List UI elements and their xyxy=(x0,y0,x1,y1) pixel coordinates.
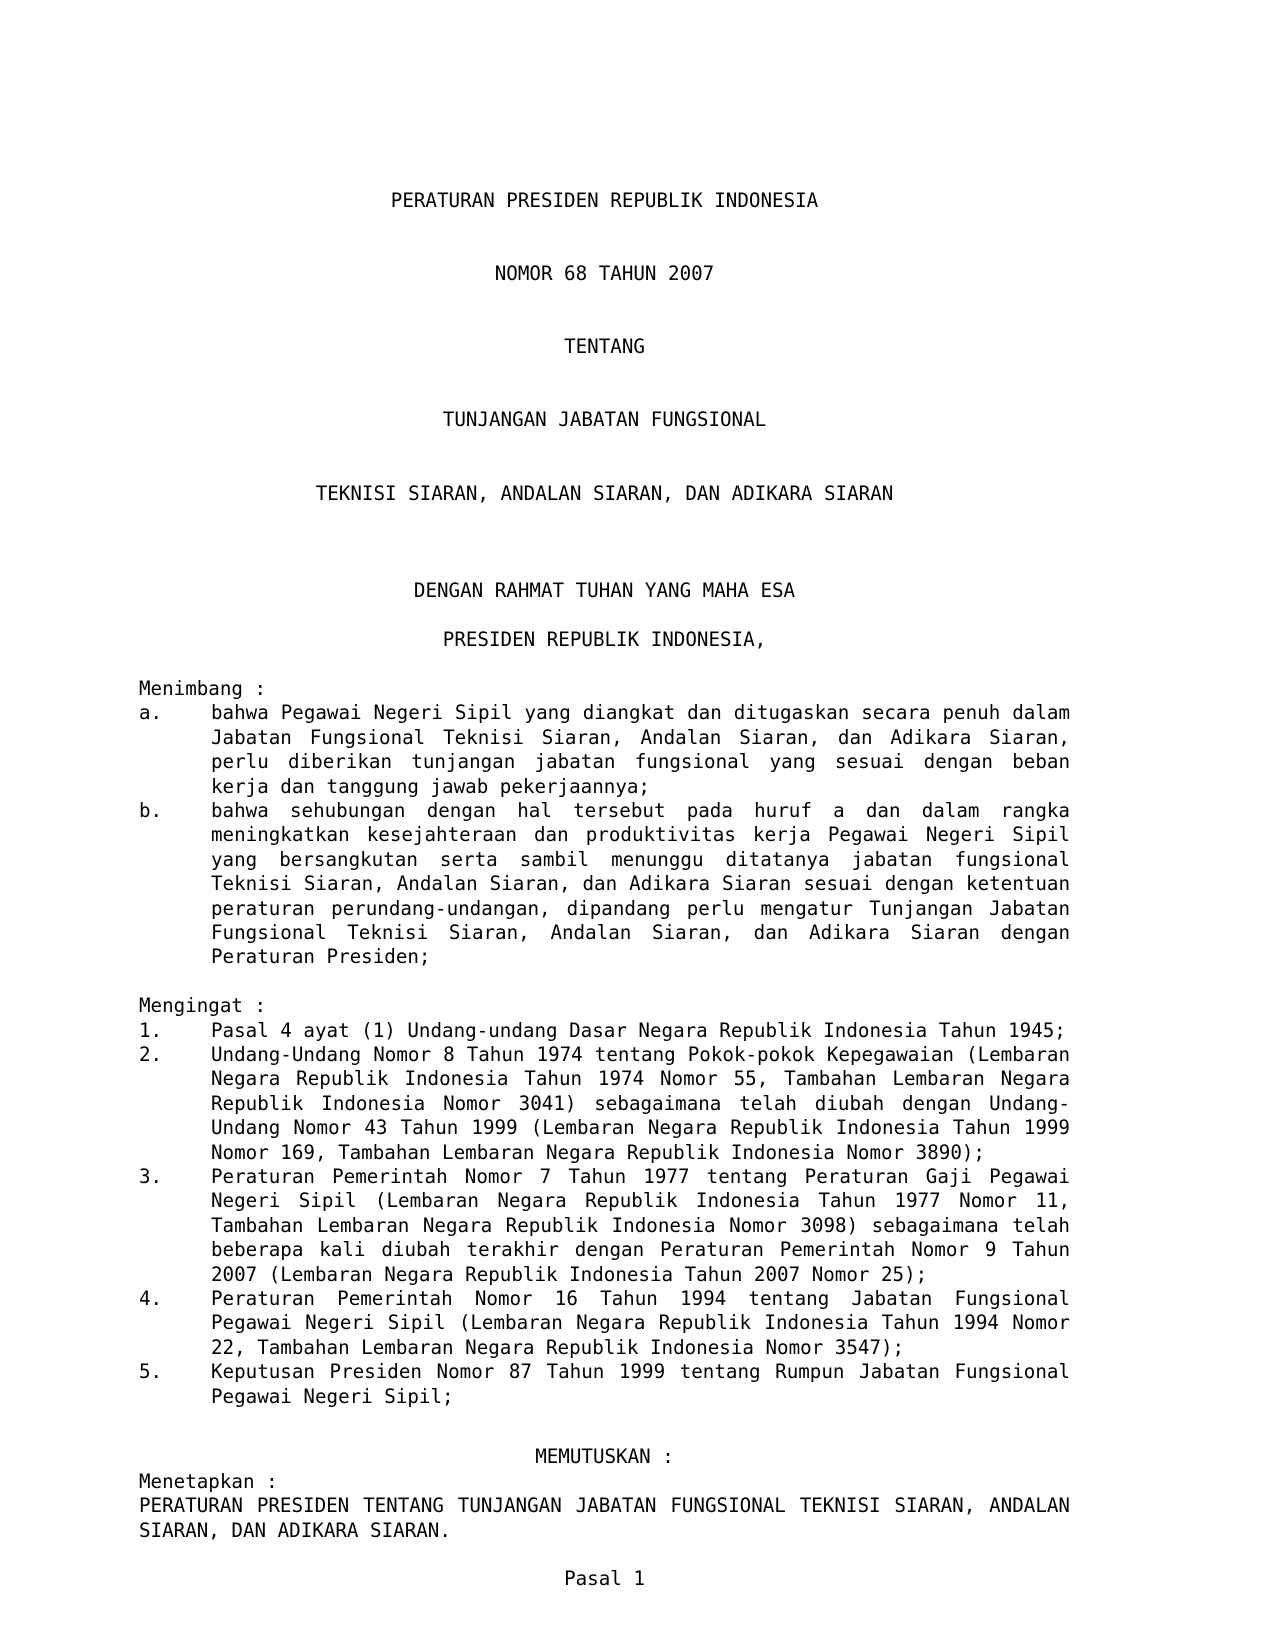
establish-text: PERATURAN PRESIDEN TENTANG TUNJANGAN JABATAN FUNGSIONAL TEKNISI SIARAN, ANDALAN SIARAN, DAN ADIKARA SIARAN. xyxy=(139,1494,1070,1542)
authority-line: PRESIDEN REPUBLIK INDONESIA, xyxy=(442,628,767,652)
list-item-text: Undang-Undang Nomor 8 Tahun 1974 tentang Pokok-pokok Kepegawaian (Lembaran Negara Republik Indonesia Tahun 1974 Nomor 55, Tambahan Lembaran Negara Republik Indonesia Nomor 3041) sebagaimana telah diubah dengan Undang-Undang Nomor 43 Tahun 1999 (Lembaran Negara Republik Indonesia Tahun 1999 Nomor 169, Tambahan Lembaran Negara Republik Indonesia Nomor 3890); xyxy=(211,1042,1070,1164)
list-item-marker: 3. xyxy=(139,1165,163,1188)
spacer xyxy=(139,1433,1070,1445)
spacer xyxy=(139,555,1070,579)
title-line-subject-2: TEKNISI SIARAN, ANDALAN SIARAN, DAN ADIKARA SIARAN xyxy=(315,481,894,505)
list-item xyxy=(139,1287,1070,1360)
spacer xyxy=(139,970,1070,994)
list-item xyxy=(139,1019,1070,1043)
list-item-text: Peraturan Pemerintah Nomor 16 Tahun 1994 tentang Jabatan Fungsional Pegawai Negeri Sipil (Lembaran Negara Republik Indonesia Tahun 1994 Nomor 22, Tambahan Lembaran Negara Republik Indonesia Nomor 3547); xyxy=(211,1287,1070,1359)
list-item-text: Pasal 4 ayat (1) Undang-undang Dasar Negara Republik Indonesia Tahun 1945; xyxy=(211,1018,1066,1042)
list-item xyxy=(139,1360,1070,1409)
considerations-list xyxy=(139,701,1070,969)
list-item-marker: a. xyxy=(139,701,163,725)
document-body xyxy=(139,140,1070,1592)
spacer xyxy=(139,604,1070,628)
list-item-text: Peraturan Pemerintah Nomor 7 Tahun 1977 tentang Peraturan Gaji Pegawai Negeri Sipil (Lembaran Negara Republik Indonesia Tahun 1977 Nomor 11, Tambahan Lembaran Negara Republik Indonesia Nomor 3098) sebagaimana telah beberapa kali diubah terakhir dengan Peraturan Pemerintah Nomor 9 Tahun 2007 (Lembaran Negara Republik Indonesia Tahun 2007 Nomor 25); xyxy=(211,1165,1070,1286)
list-item-marker: 2. xyxy=(139,1042,163,1066)
legal-basis-list xyxy=(139,1019,1070,1410)
list-item-marker: b. xyxy=(139,798,163,822)
list-item xyxy=(139,799,1070,970)
establish-label: Menetapkan : xyxy=(139,1469,278,1493)
title-line-subject-1: TUNJANGAN JABATAN FUNGSIONAL xyxy=(442,408,767,432)
list-item-marker: 5. xyxy=(139,1360,163,1384)
spacer xyxy=(139,1543,1070,1567)
document-title-block xyxy=(139,140,1070,555)
blessing-line: DENGAN RAHMAT TUHAN YANG MAHA ESA xyxy=(413,579,796,603)
article-heading: Pasal 1 xyxy=(564,1567,645,1591)
list-item-marker: 4. xyxy=(139,1287,163,1311)
considerations-label: Menimbang : xyxy=(139,676,267,700)
list-item-text: Keputusan Presiden Nomor 87 Tahun 1999 tentang Rumpun Jabatan Fungsional Pegawai Negeri Sipil; xyxy=(211,1360,1070,1408)
decision-heading: MEMUTUSKAN : xyxy=(535,1445,674,1469)
list-item-marker: 1. xyxy=(139,1018,163,1042)
spacer xyxy=(139,1409,1070,1433)
title-line-number-year: NOMOR 68 TAHUN 2007 xyxy=(494,262,715,286)
legal-basis-label: Mengingat : xyxy=(139,994,267,1018)
list-item-text: bahwa sehubungan dengan hal tersebut pada huruf a dan dalam rangka meningkatkan kesejahteraan dan produktivitas kerja Pegawai Negeri Sipil yang bersangkutan serta sambil menunggu ditatanya jabatan fungsional Teknisi Siaran, Andalan Siaran, dan Adikara Siaran sesuai dengan ketentuan peraturan perundang-undangan, dipandang perlu mengatur Tunjangan Jabatan Fungsional Teknisi Siaran, Andalan Siaran, dan Adikara Siaran dengan Peraturan Presiden; xyxy=(211,798,1070,969)
title-line-regulation-type: PERATURAN PRESIDEN REPUBLIK INDONESIA xyxy=(390,188,819,212)
list-item-text: bahwa Pegawai Negeri Sipil yang diangkat dan ditugaskan secara penuh dalam Jabatan Fungsional Teknisi Siaran, Andalan Siaran, dan Adikara Siaran, perlu diberikan tunjangan jabatan fungsional yang sesuai dengan beban kerja dan tanggung jawab pekerjaannya; xyxy=(211,701,1070,798)
list-item xyxy=(139,1043,1070,1165)
list-item xyxy=(139,701,1070,799)
title-line-tentang: TENTANG xyxy=(564,335,645,359)
spacer xyxy=(139,653,1070,677)
list-item xyxy=(139,1165,1070,1287)
